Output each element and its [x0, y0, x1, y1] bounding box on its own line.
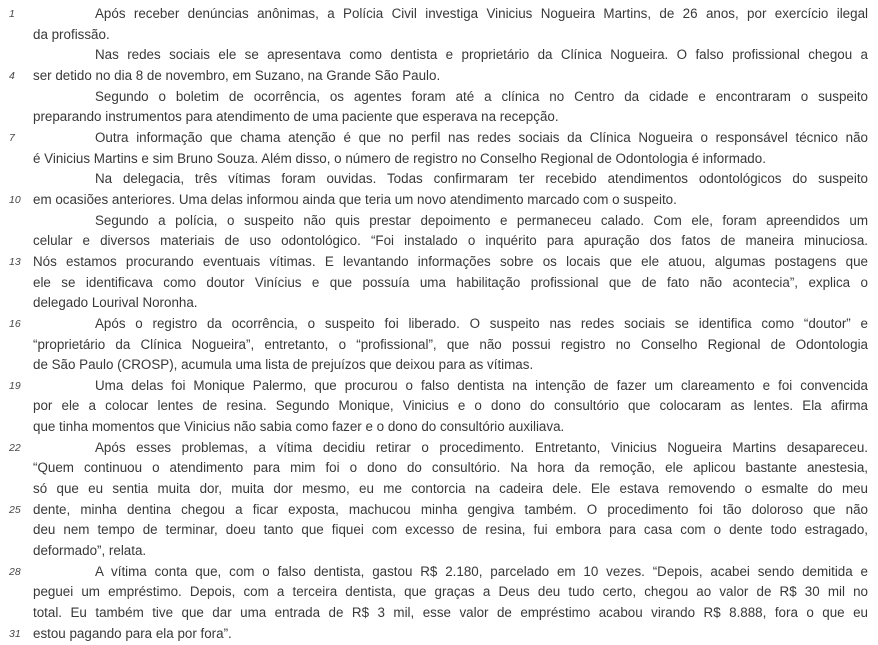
text-line — [33, 355, 868, 376]
line-text: Segundo a polícia, o suspeito não quis prestar depoimento e permaneceu calado. Com ele, foram apreendidos um — [95, 212, 868, 228]
text-line — [9, 376, 868, 397]
text-line — [33, 541, 868, 562]
line-number: 31 — [9, 627, 21, 640]
text-line — [33, 335, 868, 356]
line-number: 10 — [9, 193, 21, 206]
text-line — [33, 293, 868, 314]
text-line — [9, 252, 868, 273]
text-line — [9, 66, 868, 87]
line-number: 7 — [9, 131, 15, 144]
line-text: Segundo o boletim de ocorrência, os agentes foram até a clínica no Centro da cidade e encontraram o suspeito — [95, 88, 868, 104]
line-text: deu nem tempo de terminar, doeu tanto que fiquei com excesso de resina, fui embora para casa com o dente todo estragado, — [33, 522, 868, 538]
line-text: Nas redes sociais ele se apresentava como dentista e proprietário da Clínica Nogueira. O falso profissional chegou a — [95, 47, 868, 63]
line-text: da profissão. — [33, 26, 110, 42]
line-text: estou pagando para ela por fora”. — [33, 625, 232, 641]
line-text: peguei um empréstimo. Depois, com a terceira dentista, que graças a Deus deu tudo certo, chegou ao valor de R$ 30 mil no — [33, 584, 868, 600]
line-text: Na delegacia, três vítimas foram ouvidas. Todas confirmaram ter recebido atendimentos odontológicos do suspeito — [95, 171, 868, 187]
text-line — [9, 624, 868, 645]
line-text: total. Eu também tive que dar uma entrada de R$ 3 mil, esse valor de empréstimo acabou virando R$ 8.888, fora o que eu — [33, 605, 868, 621]
text-line — [33, 211, 868, 232]
line-text: por ele a colocar lentes de resina. Segundo Monique, Vinicius e o dono do consultório que colocaram as lentes. Ela afirma — [33, 398, 868, 414]
line-text: Após receber denúncias anônimas, a Polícia Civil investiga Vinicius Nogueira Martins, de 26 anos, por exercício ilegal — [95, 6, 868, 21]
text-line — [33, 87, 868, 108]
text-line — [9, 438, 868, 459]
line-text: Nós estamos procurando eventuais vítimas. E levantando informações sobre os locais que ele atuou, algumas postagens que — [33, 253, 868, 269]
line-text: celular e diversos materiais de uso odontológico. “Foi instalado o inquérito para apuração dos fatos de maneira minuciosa. — [33, 233, 868, 249]
line-text: em ocasiões anteriores. Uma delas informou ainda que teria um novo atendimento marcado com o suspeito. — [33, 191, 677, 207]
line-text: A vítima conta que, com o falso dentista, gastou R$ 2.180, parcelado em 10 vezes. “Depois, acabei sendo demitida e — [95, 563, 868, 579]
line-text: Após o registro da ocorrência, o suspeito foi liberado. O suspeito nas redes sociais se identifica como “doutor” e — [95, 315, 868, 331]
line-number: 1 — [9, 8, 15, 20]
line-text: dente, minha dentina chegou a ficar exposta, machucou minha gengiva também. O procedimento foi tão doloroso que não — [33, 501, 868, 517]
line-text: é Vinicius Martins e sim Bruno Souza. Além disso, o número de registro no Conselho Regional de Odontologia é informado. — [33, 150, 766, 166]
text-line — [33, 45, 868, 66]
line-text: que tinha momentos que Vinicius não sabia como fazer e o dono do consultório auxiliava. — [33, 419, 565, 435]
text-line — [33, 25, 868, 46]
text-line — [9, 562, 868, 583]
line-number: 19 — [9, 379, 21, 392]
text-line — [33, 417, 868, 438]
text-line — [33, 149, 868, 170]
text-line — [33, 603, 868, 624]
line-text: ele se identificava como doutor Vinícius e que possuía uma habilitação profissional que de fato não acontecia”, explica o — [33, 274, 868, 290]
text-line — [33, 169, 868, 190]
text-line — [33, 582, 868, 603]
text-line — [33, 273, 868, 294]
text-line — [9, 128, 868, 149]
line-text: de São Paulo (CROSP), acumula uma lista de prejuízos que deixou para as vítimas. — [33, 357, 534, 373]
text-line — [33, 107, 868, 128]
line-text: delegado Lourival Noronha. — [33, 295, 198, 311]
line-text: deformado”, relata. — [33, 543, 147, 559]
text-line — [33, 479, 868, 500]
text-line — [33, 231, 868, 252]
line-text: Após esses problemas, a vítima decidiu retirar o procedimento. Entretanto, Vinicius Nogueira Martins desapareceu. — [95, 439, 868, 455]
text-line — [33, 520, 868, 541]
text-line — [9, 500, 868, 521]
line-number: 25 — [9, 503, 21, 516]
line-number: 16 — [9, 317, 21, 330]
text-line — [33, 396, 868, 417]
line-text: Uma delas foi Monique Palermo, que procurou o falso dentista na intenção de fazer um clareamento e foi convencida — [95, 377, 868, 393]
line-text: preparando instrumentos para atendimento de uma paciente que esperava na recepção. — [33, 109, 559, 125]
line-text: só que eu sentia muita dor, muita dor mesmo, eu me contorcia na cadeira dele. Ele estava removendo o esmalte do meu — [33, 481, 868, 497]
line-number: 28 — [9, 565, 21, 578]
line-text: Outra informação que chama atenção é que no perfil nas redes sociais da Clínica Nogueira o responsável técnico não — [95, 129, 868, 145]
line-text: ser detido no dia 8 de novembro, em Suzano, na Grande São Paulo. — [33, 67, 441, 83]
text-line — [9, 190, 868, 211]
line-text: “Quem continuou o atendimento para mim foi o dono do consultório. Na hora da remoção, ele aplicou bastante anestesia, — [33, 460, 868, 476]
line-text: “proprietário da Clínica Nogueira”, entretanto, o “profissional”, que não possui registro no Conselho Regional de Odontologia — [33, 336, 868, 352]
document-body — [9, 4, 868, 644]
text-line — [33, 458, 868, 479]
text-line — [9, 314, 868, 335]
text-line — [9, 4, 868, 25]
line-number: 4 — [9, 69, 15, 82]
line-number: 13 — [9, 255, 21, 268]
line-number: 22 — [9, 441, 21, 454]
